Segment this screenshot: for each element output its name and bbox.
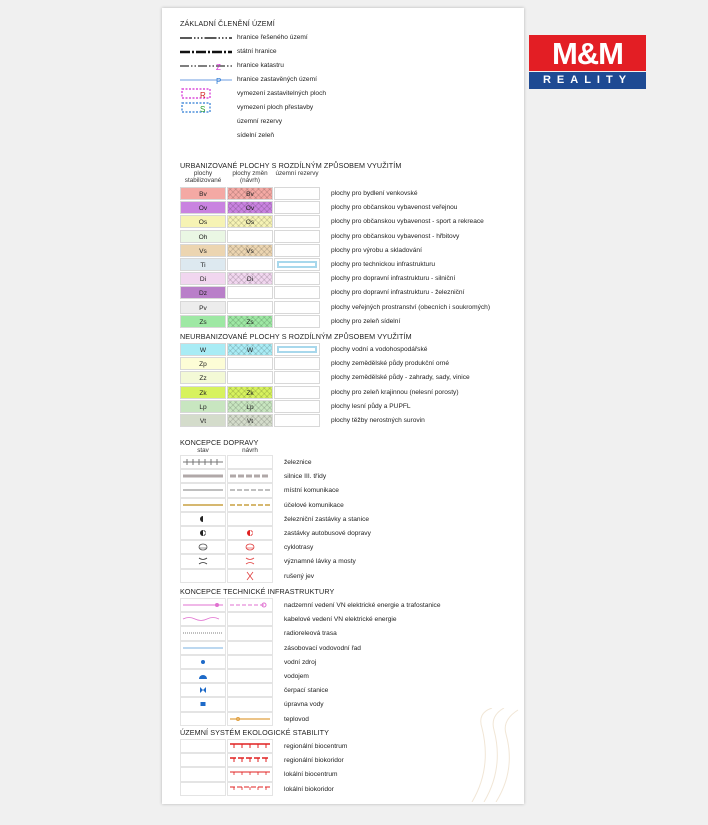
area-reserve-swatch: [274, 286, 320, 299]
area-change-swatch: [227, 371, 273, 384]
section-title-transport: KONCEPCE DOPRAVY: [180, 438, 259, 447]
area-change-swatch: Zs: [227, 315, 273, 328]
symbol-state: [180, 469, 226, 483]
legend-item: sídelní zeleň: [237, 132, 275, 139]
letter-r: R: [200, 91, 206, 100]
symbol-proposal: [227, 554, 273, 568]
area-stable-swatch: Zp: [180, 357, 226, 370]
area-label: plochy zemědělské půdy - zahrady, sady, vinice: [331, 374, 470, 382]
symbol-state: [180, 712, 226, 726]
area-change-swatch: W: [227, 343, 273, 356]
symbol-state: [180, 641, 226, 655]
reserve-frame: [277, 346, 317, 353]
area-label: plochy těžby nerostných surovin: [331, 417, 425, 424]
legend-item: vymezení zastavitelných ploch: [237, 90, 327, 97]
symbol-label: silnice III. třídy: [284, 473, 327, 481]
logo-mark: M&M: [529, 35, 646, 71]
symbol-state: [180, 626, 226, 640]
legend-item: státní hranice: [237, 48, 277, 55]
area-reserve-swatch: [274, 414, 320, 427]
symbol-state: [180, 739, 226, 753]
symbol-proposal: [227, 540, 273, 554]
area-change-swatch: Os: [227, 215, 273, 228]
contour-decoration: [462, 708, 522, 802]
area-label: plochy pro dopravní infrastrukturu - železniční: [331, 289, 465, 297]
area-stable-swatch: Bv: [180, 187, 226, 200]
area-label: plochy zemědělské půdy produkční orné: [331, 360, 450, 368]
area-change-swatch: Zk: [227, 386, 273, 399]
area-reserve-swatch: [274, 315, 320, 328]
symbol-label: regionální biokoridor: [284, 757, 344, 765]
symbol-proposal: [227, 469, 273, 483]
section-title-eco: ÚZEMNÍ SYSTÉM EKOLOGICKÉ STABILITY: [180, 728, 330, 737]
legend-item: hranice katastru: [237, 62, 284, 69]
symbol-label: úpravna vody: [284, 701, 324, 709]
area-label: plochy pro zeleň krajinnou (nelesní porosty): [331, 388, 459, 396]
area-reserve-swatch: [274, 343, 320, 356]
column-head-stable: plochy stabilizované: [184, 170, 222, 184]
column-head-proposal: návrh: [242, 447, 258, 454]
section-title-basic: ZÁKLADNÍ ČLENĚNÍ ÚZEMÍ: [180, 19, 275, 28]
area-reserve-swatch: [274, 201, 320, 214]
symbol-state: [180, 512, 226, 526]
symbol-label: teplovod: [284, 715, 309, 723]
symbol-proposal: [227, 569, 273, 583]
area-label: plochy veřejných prostranství (obecních i soukromých): [331, 303, 491, 311]
symbol-label: vodojem: [284, 673, 309, 680]
logo-text: REALITY: [529, 72, 646, 89]
area-stable-swatch: Ov: [180, 201, 226, 214]
symbol-state: [180, 782, 226, 796]
symbol-label: kabelové vedení VN elektrické energie: [284, 616, 397, 624]
area-stable-swatch: Di: [180, 272, 226, 285]
symbol-proposal: [227, 683, 273, 697]
symbol-state: [180, 498, 226, 512]
area-reserve-swatch: [274, 301, 320, 314]
symbol-label: lokální biocentrum: [284, 771, 338, 779]
symbol-label: regionální biocentrum: [284, 743, 348, 750]
letter-z: Z: [216, 63, 221, 72]
reserve-frame: [277, 261, 317, 268]
area-stable-swatch: Os: [180, 215, 226, 228]
symbol-state: [180, 697, 226, 711]
symbol-proposal: [227, 526, 273, 540]
legend-item: územní rezervy: [237, 118, 283, 125]
area-reserve-swatch: [274, 357, 320, 370]
symbol-proposal: [227, 455, 273, 469]
area-reserve-swatch: [274, 371, 320, 384]
symbol-state: [180, 612, 226, 626]
symbol-label: železnice: [284, 459, 312, 466]
legend-sheet: [162, 8, 524, 804]
symbol-label: železniční zastávky a stanice: [284, 515, 370, 523]
legend-item: hranice zastavěných území: [237, 76, 317, 83]
area-label: plochy pro zeleň sídelní: [331, 317, 401, 325]
area-reserve-swatch: [274, 258, 320, 271]
mm-reality-logo: [529, 35, 646, 90]
symbol-proposal: [227, 512, 273, 526]
area-stable-swatch: Vt: [180, 414, 226, 427]
area-label: plochy pro bydlení venkovské: [331, 190, 418, 197]
area-reserve-swatch: [274, 400, 320, 413]
area-reserve-swatch: [274, 215, 320, 228]
symbol-state: [180, 540, 226, 554]
area-change-swatch: [227, 301, 273, 314]
symbol-label: zásobovací vodovodní řad: [284, 644, 361, 652]
symbol-label: místní komunikace: [284, 487, 339, 495]
area-stable-swatch: Zs: [180, 315, 226, 328]
area-change-swatch: Vt: [227, 414, 273, 427]
column-head-reserve: územní rezervy: [275, 170, 319, 177]
symbol-state: [180, 526, 226, 540]
symbol-state: [180, 598, 226, 612]
symbol-label: cyklotrasy: [284, 544, 314, 552]
symbol-proposal: [227, 598, 273, 612]
symbol-label: nadzemní vedení VN elektrické energie a trafostanice: [284, 602, 441, 609]
area-label: plochy pro výrobu a skladování: [331, 246, 422, 254]
area-stable-swatch: Lp: [180, 400, 226, 413]
symbol-proposal: [227, 626, 273, 640]
symbol-proposal: [227, 641, 273, 655]
symbol-state: [180, 569, 226, 583]
symbol-state: [180, 683, 226, 697]
symbol-proposal: [227, 655, 273, 669]
legend-item: vymezení ploch přestavby: [237, 104, 314, 111]
symbol-label: rušený jev: [284, 572, 315, 580]
symbol-proposal: [227, 697, 273, 711]
area-change-swatch: [227, 286, 273, 299]
area-stable-swatch: Zz: [180, 371, 226, 384]
symbol-label: čerpací stanice: [284, 687, 329, 695]
area-reserve-swatch: [274, 187, 320, 200]
symbol-proposal: [227, 753, 273, 767]
symbol-proposal: [227, 739, 273, 753]
symbol-label: zastávky autobusové dopravy: [284, 530, 371, 537]
area-label: plochy pro občanskou vybavenost - sport a rekreace: [331, 218, 484, 226]
section-title-infra: KONCEPCE TECHNICKÉ INFRASTRUKTURY: [180, 587, 335, 596]
symbol-label: účelové komunikace: [284, 501, 344, 509]
area-stable-swatch: Pv: [180, 301, 226, 314]
symbol-state: [180, 767, 226, 781]
area-stable-swatch: W: [180, 343, 226, 356]
symbol-state: [180, 554, 226, 568]
area-label: plochy pro občanskou vybavenost - hřbitovy: [331, 232, 460, 240]
symbol-proposal: [227, 767, 273, 781]
letter-p: P: [216, 77, 222, 86]
area-reserve-swatch: [274, 244, 320, 257]
area-change-swatch: [227, 357, 273, 370]
symbol-proposal: [227, 669, 273, 683]
symbol-label: radioreleová trasa: [284, 630, 337, 638]
legend-item: hranice řešeného území: [237, 34, 308, 41]
area-reserve-swatch: [274, 386, 320, 399]
symbol-proposal: [227, 782, 273, 796]
area-reserve-swatch: [274, 272, 320, 285]
symbol-label: významné lávky a mosty: [284, 558, 356, 566]
column-head-change: plochy změn (návrh): [232, 170, 268, 184]
symbol-proposal: [227, 498, 273, 512]
symbol-state: [180, 455, 226, 469]
symbol-state: [180, 753, 226, 767]
area-label: plochy pro dopravní infrastrukturu - silniční: [331, 275, 456, 283]
area-stable-swatch: Vs: [180, 244, 226, 257]
symbol-proposal: [227, 612, 273, 626]
symbol-state: [180, 483, 226, 497]
area-change-swatch: Di: [227, 272, 273, 285]
area-stable-swatch: Oh: [180, 230, 226, 243]
area-stable-swatch: Dz: [180, 286, 226, 299]
area-stable-swatch: Zk: [180, 386, 226, 399]
area-change-swatch: [227, 258, 273, 271]
symbol-proposal: [227, 483, 273, 497]
letter-s: S: [200, 105, 206, 114]
area-change-swatch: Lp: [227, 400, 273, 413]
column-head-state: stav: [197, 447, 209, 454]
symbol-label: vodní zdroj: [284, 658, 317, 666]
area-change-swatch: Vs: [227, 244, 273, 257]
symbol-label: lokální biokoridor: [284, 785, 334, 793]
section-title-nonurban: NEURBANIZOVANÉ PLOCHY S ROZDÍLNÝM ZPŮSOBEM VYUŽITÍM: [180, 332, 412, 341]
area-change-swatch: Bv: [227, 187, 273, 200]
area-label: plochy lesní půdy a PUPFL: [331, 402, 411, 410]
area-change-swatch: Ov: [227, 201, 273, 214]
area-stable-swatch: Ti: [180, 258, 226, 271]
symbol-proposal: [227, 712, 273, 726]
symbol-state: [180, 669, 226, 683]
area-change-swatch: [227, 230, 273, 243]
area-label: plochy pro občanskou vybavenost veřejnou: [331, 204, 458, 212]
area-reserve-swatch: [274, 230, 320, 243]
area-label: plochy vodní a vodohospodářské: [331, 346, 428, 353]
area-label: plochy pro technickou infrastrukturu: [331, 261, 436, 268]
basic-symbols: [178, 32, 234, 152]
section-title-urban: URBANIZOVANÉ PLOCHY S ROZDÍLNÝM ZPŮSOBEM VYUŽITÍM: [180, 161, 402, 170]
symbol-state: [180, 655, 226, 669]
